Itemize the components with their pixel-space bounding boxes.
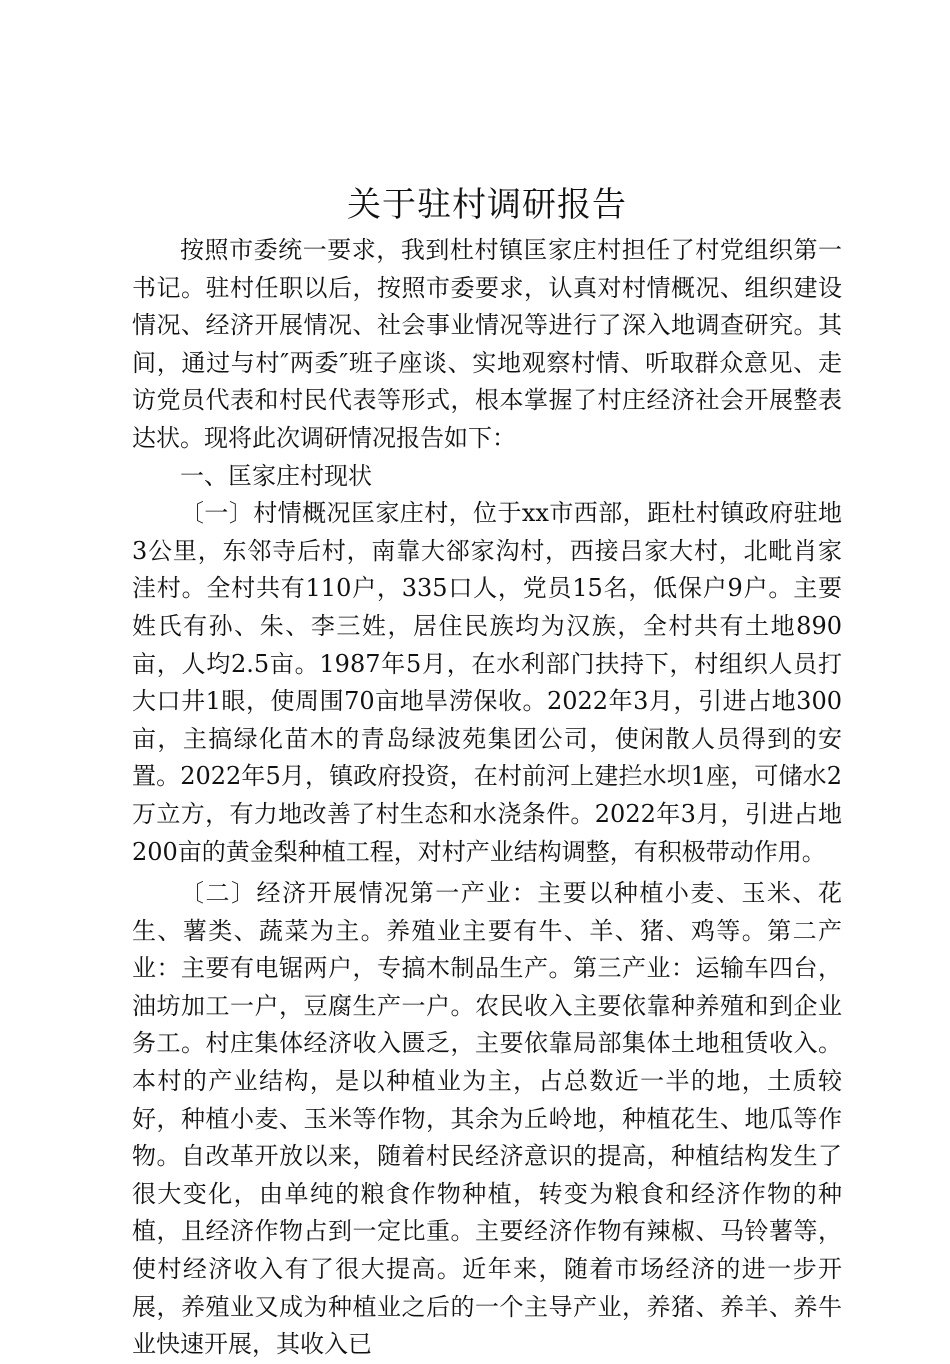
section-heading: 一、匡家庄村现状 [180, 461, 372, 490]
document-page [132, 180, 842, 1364]
economy-paragraph: 〔二〕经济开展情况第一产业：主要以种植小麦、玉米、花生、薯类、蔬菜为主。养殖业主要有牛、羊、猪、鸡等。第二产业：主要有电锯两户，专搞木制品生产。第三产业：运输车四台，油坊加工一户，豆腐生产一户。农民收入主要依靠种养殖和到企业务工。村庄集体经济收入匮乏，主要依靠局部集体土地租赁收入。本村的产业结构，是以种植业为主，占总数近一半的地，土质较好，种植小麦、玉米等作物，其余为丘岭地，种植花生、地瓜等作物。自改革开放以来，随着村民经济意识的提高，种植结构发生了很大变化，由单纯的粮食作物种植，转变为粮食和经济作物的种植，且经济作物占到一定比重。主要经济作物有辣椒、马铃薯等，使村经济收入有了很大提高。近年来，随着市场经济的进一步开展，养殖业又成为种植业之后的一个主导产业，养猪、养羊、养牛业快速开展，其收入已 [132, 879, 842, 1359]
document-title: 关于驻村调研报告 [347, 185, 627, 225]
village-overview-paragraph: 〔一〕村情概况匡家庄村，位于xx市西部，距杜村镇政府驻地3公里，东邻寺后村，南靠大郤家沟村，西接吕家大村，北毗肖家洼村。全村共有110户，335口人，党员15名，低保户9户。主要姓氏有孙、朱、李三姓，居住民族均为汉族，全村共有土地890亩，人均2.5亩。1987年5月，在水利部门扶持下，村组织人员打大口井1眼，使周围70亩地旱涝保收。2022年3月，引进占地300亩，主搞绿化苗木的青岛绿波苑集团公司，使闲散人员得到的安置。2022年5月，镇政府投资，在村前河上建拦水坝1座，可储水2万立方，有力地改善了村生态和水浇条件。2022年3月，引进占地200亩的黄金梨种植工程，对村产业结构调整，有积极带动作用。 [132, 499, 842, 866]
intro-paragraph: 按照市委统一要求，我到杜村镇匡家庄村担任了村党组织第一书记。驻村任职以后，按照市委要求，认真对村情概况、组织建设情况、经济开展情况、社会事业情况等进行了深入地调查研究。其间，通过与村″两委″班子座谈、实地观察村情、听取群众意见、走访党员代表和村民代表等形式，根本掌握了村庄经济社会开展整表达状。现将此次调研情况报告如下： [132, 236, 842, 452]
